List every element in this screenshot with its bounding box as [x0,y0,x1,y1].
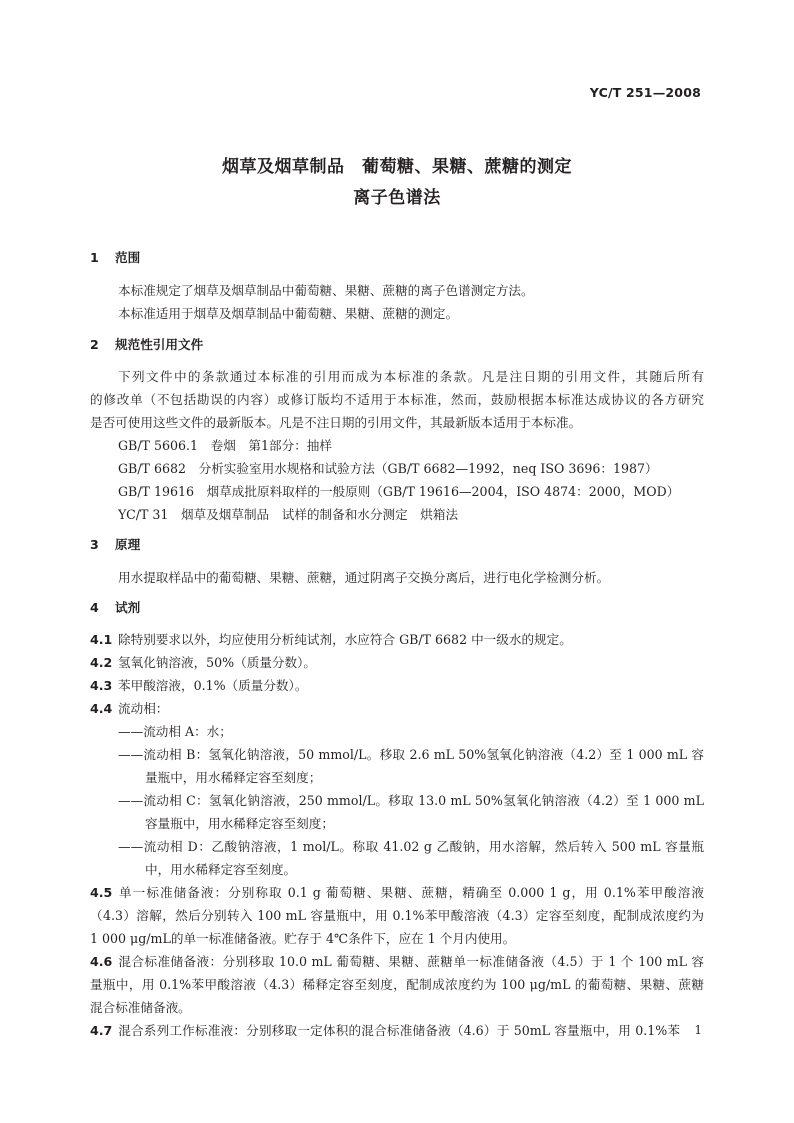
clause-text: 除特别要求以外，均应使用分析纯试剂，水应符合 GB/T 6682 中一级水的规定。 [118,632,572,647]
clause-number: 4.5 [90,885,113,900]
section-number: 4 [90,600,99,615]
section-title: 原理 [115,537,141,552]
clause-4-6-line-3: 混合标准储备液。 [90,1000,191,1015]
clause-text: 流动相： [118,701,169,716]
clause-text: 混合系列工作标准液：分别移取一定体积的混合标准储备液（4.6）于 50mL 容量瓶中，用 0.1%苯 [118,1023,680,1038]
mobile-phase-c-line-2: 容量瓶中，用水稀释定容至刻度； [145,816,334,831]
clause-number: 4.1 [90,632,113,647]
page-number: 1 [694,1023,702,1037]
clause-4-7-line-1 [90,1023,680,1038]
reference-item: YC/T 31 烟草及烟草制品 试样的制备和水分测定 烘箱法 [118,507,459,522]
clause-4-4 [90,701,704,716]
mobile-phase-c-line-1: ——流动相 C：氢氧化钠溶液，250 mmol/L。移取 13.0 mL 50%氢氧化钠溶液（4.2）至 1 000 mL [118,793,704,808]
paragraph: 本标准规定了烟草及烟草制品中葡萄糖、果糖、蔗糖的离子色谱测定方法。 [118,283,534,298]
paragraph-line: 是否可使用这些文件的最新版本。凡是不注日期的引用文件，其最新版本适用于本标准。 [90,415,582,430]
standard-code: YC/T 251—2008 [589,85,701,100]
reference-item: GB/T 19616 烟草成批原料取样的一般原则（GB/T 19616—2004，ISO 4874：2000，MOD） [118,484,680,499]
clause-number: 4.2 [90,655,113,670]
clause-number: 4.6 [90,954,113,969]
clause-4-2 [90,655,704,670]
section-heading-reagents [90,600,704,615]
clause-4-6-line-2: 量瓶中，用 0.1%苯甲酸溶液（4.3）稀释定容至刻度，配制成浓度约为 100 μg/mL 的葡萄糖、果糖、蔗糖 [90,977,704,992]
clause-4-5-line-2: （4.3）溶解，然后分别转入 100 mL 容量瓶中，用 0.1%苯甲酸溶液（4.3）定容至刻度，配制成浓度约为 [90,908,704,923]
section-number: 1 [90,250,99,265]
paragraph-line: 下列文件中的条款通过本标准的引用而成为本标准的条款。凡是注日期的引用文件，其随后所有 [118,369,704,384]
section-title: 范围 [115,250,141,265]
mobile-phase-b-line-1: ——流动相 B：氢氧化钠溶液，50 mmol/L。移取 2.6 mL 50%氢氧化钠溶液（4.2）至 1 000 mL 容 [118,747,704,762]
mobile-phase-d-line-2: 中，用水稀释定容至刻度。 [145,862,297,877]
paragraph: 用水提取样品中的葡萄糖、果糖、蔗糖，通过阴离子交换分离后，进行电化学检测分析。 [118,570,610,585]
section-title: 规范性引用文件 [115,337,204,352]
clause-text: 混合标准储备液：分别移取 10.0 mL 葡萄糖、果糖、蔗糖单一标准储备液（4.5）于 1 个 100 mL 容 [118,954,704,969]
reference-item: GB/T 6682 分析实验室用水规格和试验方法（GB/T 6682—1992，neq ISO 3696：1987） [118,461,658,476]
clause-number: 4.4 [90,701,113,716]
section-number: 3 [90,537,99,552]
clause-text: 苯甲酸溶液，0.1%（质量分数）。 [118,678,308,693]
clause-4-1 [90,632,704,647]
clause-number: 4.7 [90,1023,113,1038]
section-heading-normative-references [90,337,704,352]
paragraph: 本标准适用于烟草及烟草制品中葡萄糖、果糖、蔗糖的测定。 [118,306,459,321]
section-heading-scope [90,250,704,265]
clause-text: 单一标准储备液：分别称取 0.1 g 葡萄糖、果糖、蔗糖，精确至 0.000 1 g，用 0.1%苯甲酸溶液 [118,885,704,900]
document-title-line-2: 离子色谱法 [353,188,441,208]
clause-number: 4.3 [90,678,113,693]
document-title-line-1: 烟草及烟草制品 葡萄糖、果糖、蔗糖的测定 [222,157,572,177]
clause-4-3 [90,678,704,693]
mobile-phase-a: ——流动相 A：水； [118,724,232,739]
clause-text: 氢氧化钠溶液，50%（质量分数）。 [118,655,317,670]
paragraph-line: 的修改单（不包括勘误的内容）或修订版均不适用于本标准，然而，鼓励根据本标准达成协议的各方研究 [90,392,704,407]
mobile-phase-b-line-2: 量瓶中，用水稀释定容至刻度； [145,770,322,785]
reference-item: GB/T 5606.1 卷烟 第1部分：抽样 [118,438,332,453]
clause-4-5-line-3: 1 000 μg/mL的单一标准储备液。贮存于 4℃条件下，应在 1 个月内使用。 [90,931,516,946]
section-title: 试剂 [115,600,141,615]
mobile-phase-d-line-1: ——流动相 D：乙酸钠溶液，1 mol/L。称取 41.02 g 乙酸钠，用水溶解，然后转入 500 mL 容量瓶 [118,839,704,854]
section-heading-principle [90,537,704,552]
clause-4-6-line-1 [90,954,704,969]
section-number: 2 [90,337,99,352]
clause-4-5-line-1 [90,885,704,900]
